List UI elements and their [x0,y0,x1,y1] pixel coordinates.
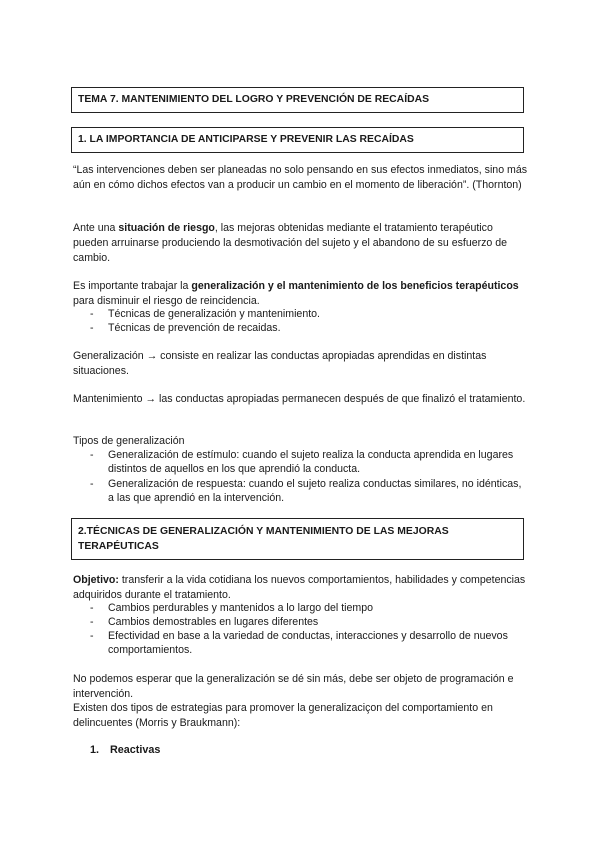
tema-title-box [71,87,524,113]
quote-paragraph: “Las intervenciones deben ser planeadas no solo pensando en sus efectos inmediatos, sino más aún en cómo dichos efectos van a producir un cambio en el momento de liberación”. (Thornton) [73,164,528,192]
objetivo-bold: Objetivo: [73,574,119,586]
generalizacion-definition: Generalización → consiste en realizar las conductas apropiadas aprendidas en distintas situaciones. [73,350,487,378]
riesgo-bold: situación de riesgo [118,222,215,234]
existen-paragraph: Existen dos tipos de estrategias para promover la generalizaciçon del comportamiento en delincuentes (Morris y Braukmann): [73,702,493,730]
objetivo-paragraph: Objetivo: transferir a la vida cotidiana los nuevos comportamientos, habilidades y competencias adquiridos durante el tratamiento. [73,574,526,602]
section1-title-box [71,127,524,153]
tema-title: TEMA 7. MANTENIMIENTO DEL LOGRO Y PREVENCIÓN DE RECAÍDAS [78,94,430,105]
riesgo-paragraph: Ante una situación de riesgo, las mejoras obtenidas mediante el tratamiento terapéutico pueden arruinarse produciendo la desmotivación del sujeto y el abandono de su esfuerzo de cambio. [73,222,508,265]
tipos-title: Tipos de generalización [73,435,185,447]
importante-bold: generalización y el mantenimiento de los beneficios terapéuticos [191,280,519,292]
importante-paragraph: Es importante trabajar la generalización y el mantenimiento de los beneficios terapéuticos para disminuir el riesgo de reincidencia. [73,280,519,308]
document-page: TEMA 7. MANTENIMIENTO DEL LOGRO Y PREVENCIÓN DE RECAÍDAS 1. LA IMPORTANCIA DE ANTICIPARSE Y PREVENIR LAS RECAÍDAS “Las intervenciones deben ser planeadas no solo pensando en sus efectos inmediatos, sino más aún en cómo dichos efectos van a producir un cambio en el momento de liberación”. (Thornton) Ante una situación de riesgo, las mejoras obtenidas mediante el tratamiento terapéutico pueden arruinarse produciendo la desmotivación del sujeto y el abandono de su esfuerzo de cambio. Es importante trabajar la generalización y el mantenimiento de los beneficios terapéuticos para disminuir el riesgo de reincidencia. - Técnicas de generalización y mantenimiento. - Técnicas de prevención de recaidas. Generalización → consiste en realizar las conductas apropiadas aprendidas en distintas situaciones. Mantenimiento → las conductas apropiadas permanecen después de que finalizó el tratamiento. Tipos de generalización - Generalización de estímulo: cuando el sujeto realiza la conducta aprendida en lugares distintos de aquellos en los que aprendió la conducta. - Generalización de respuesta: cuando el sujeto realiza conductas similares, no idénticas, a las que aprendió en la intervención. 2.TÉCNICAS DE GENERALIZACIÓN Y MANTENIMIENTO DE LAS MEJORAS TERAPÉUTICAS Objetivo: transferir a la vida cotidiana los nuevos comportamientos, habilidades y competencias adquiridos durante el tratamiento. - Cambios perdurables y mantenidos a lo largo del tiempo - Cambios demostrables en lugares diferentes - Efectividad en base a la variedad de conductas, interacciones y desarrollo de nuevos comportamientos. No podemos esperar que la generalización se dé sin más, debe ser objeto de programación e intervención. Existen dos tipos de estrategias para promover la generalizaciçon del comportamiento en delincuentes (Morris y Braukmann): 1. Reactivas [0,0,600,848]
section2-title: 2.TÉCNICAS DE GENERALIZACIÓN Y MANTENIMIENTO DE LAS MEJORAS TERAPÉUTICAS [78,526,449,552]
mantenimiento-definition: Mantenimiento → las conductas apropiadas permanecen después de que finalizó el tratamiento. [73,393,526,405]
section1-title: 1. LA IMPORTANCIA DE ANTICIPARSE Y PREVENIR LAS RECAÍDAS [78,134,414,145]
no-podemos-paragraph: No podemos esperar que la generalización se dé sin más, debe ser objeto de programación e intervención. [73,673,514,701]
section2-title-box [71,518,524,560]
